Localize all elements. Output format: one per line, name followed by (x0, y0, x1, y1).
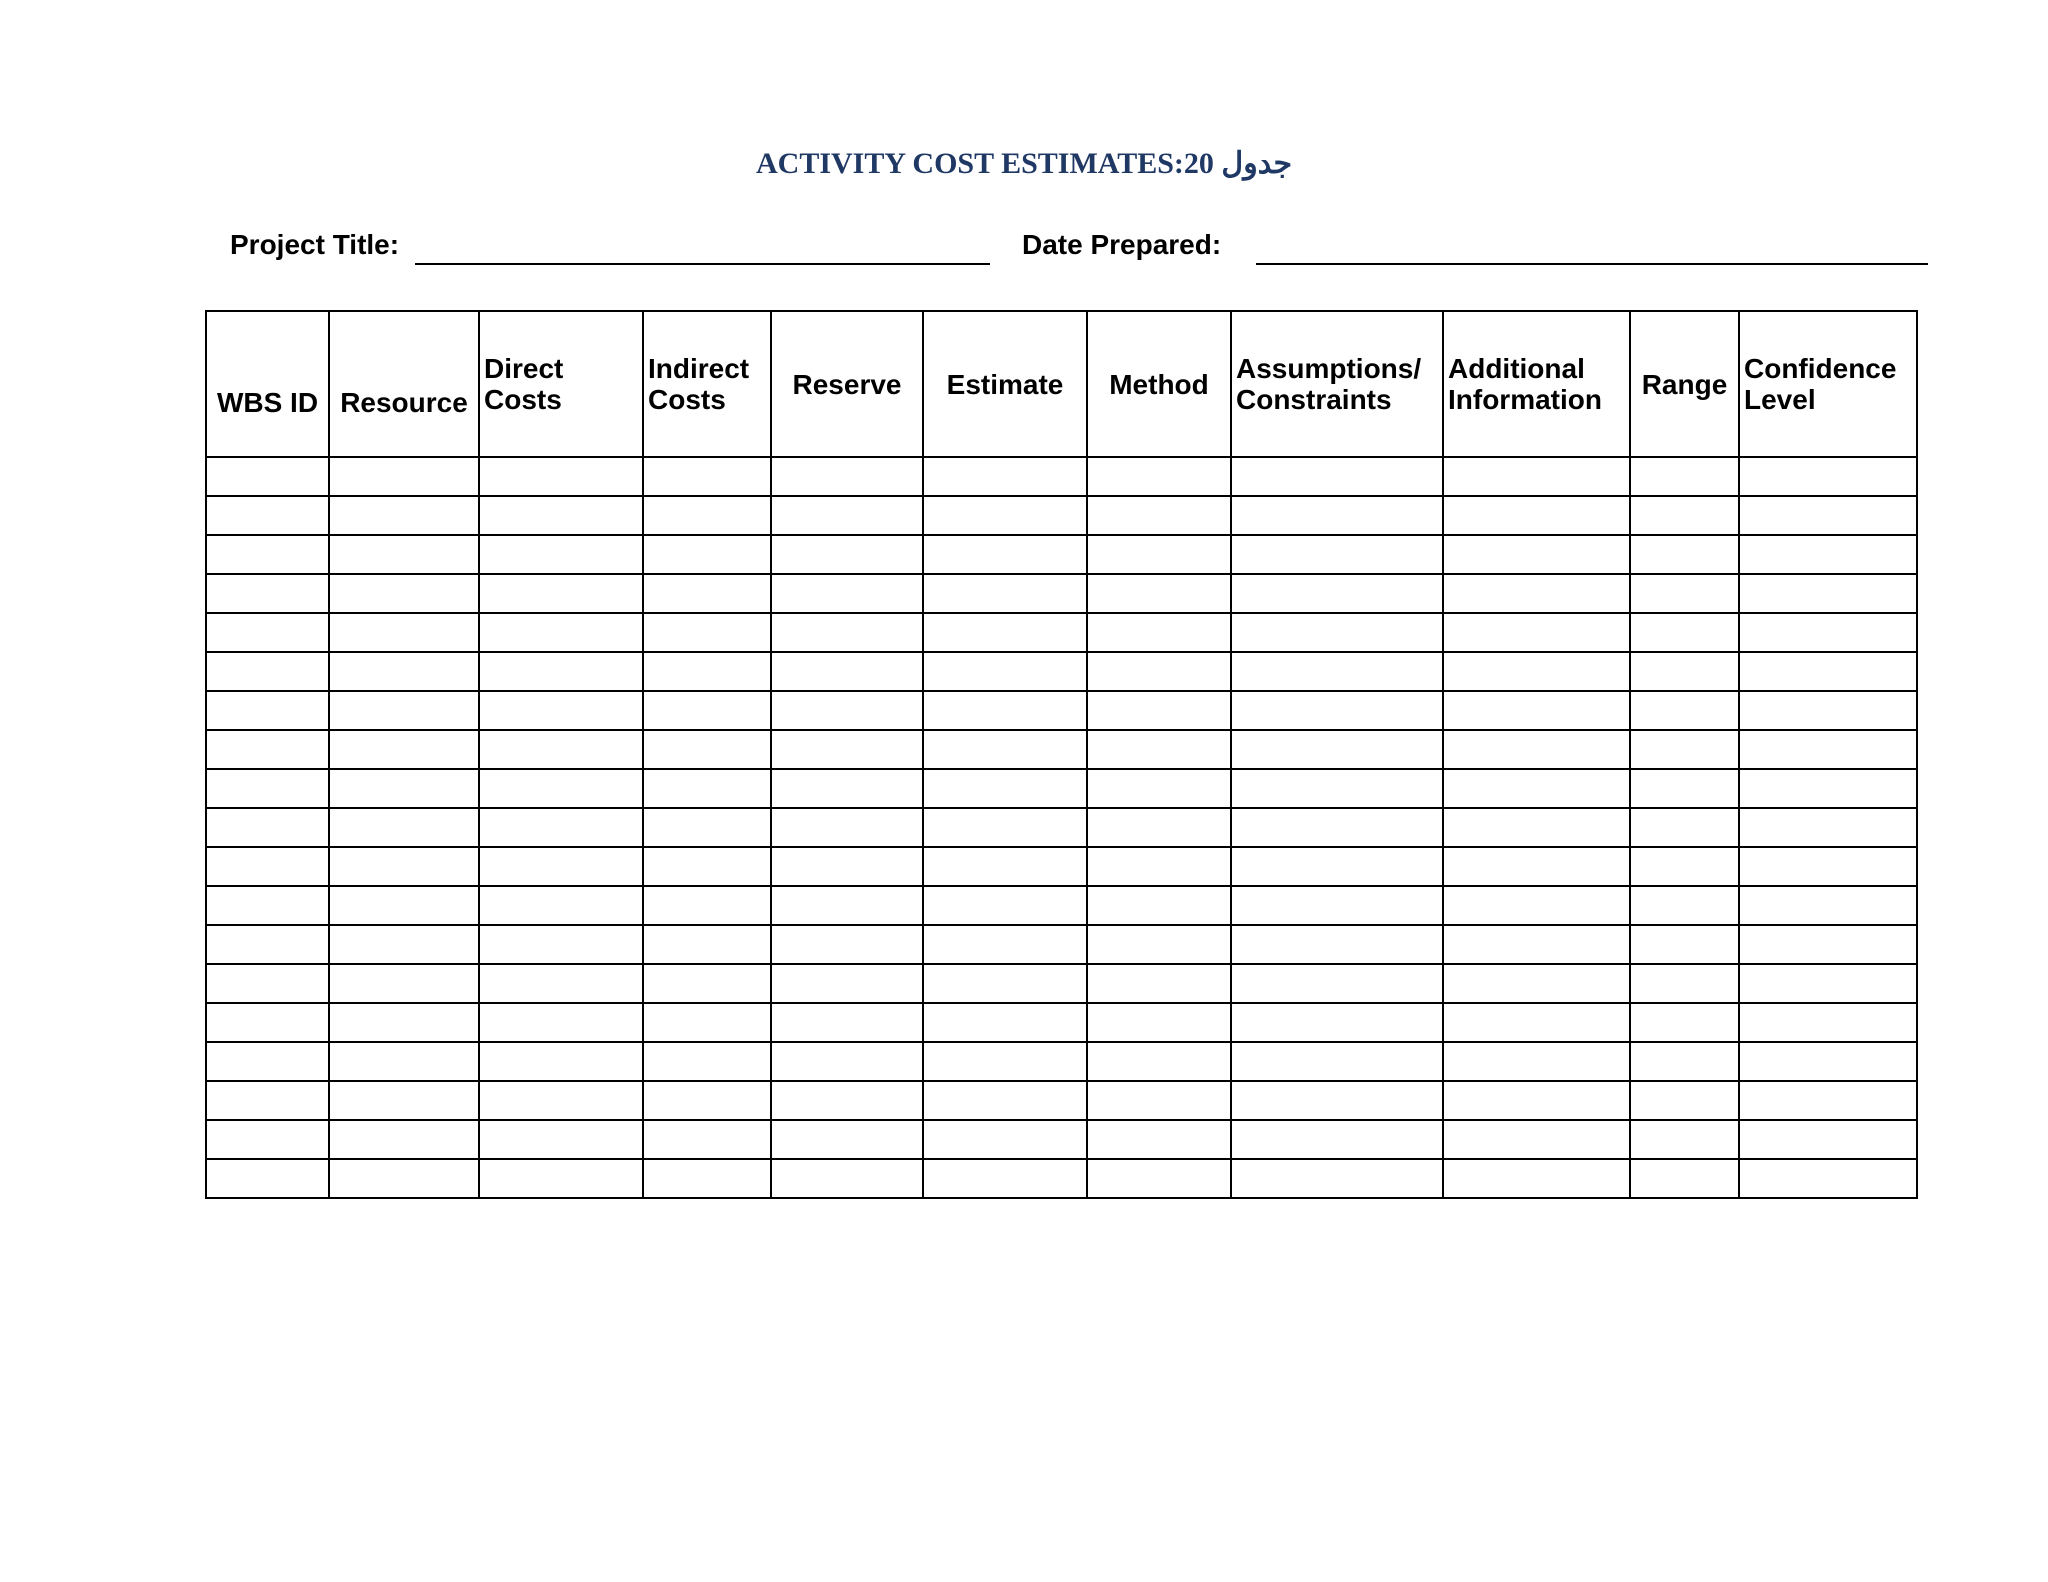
table-cell[interactable] (1231, 652, 1443, 691)
table-cell[interactable] (1630, 808, 1739, 847)
table-cell[interactable] (1739, 613, 1917, 652)
table-cell[interactable] (1739, 886, 1917, 925)
table-cell[interactable] (206, 457, 329, 496)
table-cell[interactable] (1231, 1042, 1443, 1081)
table-cell[interactable] (1630, 847, 1739, 886)
table-cell[interactable] (923, 847, 1087, 886)
table-cell[interactable] (771, 691, 923, 730)
table-cell[interactable] (771, 808, 923, 847)
table-cell[interactable] (923, 1003, 1087, 1042)
table-cell[interactable] (329, 613, 479, 652)
table-cell[interactable] (479, 886, 643, 925)
table-cell[interactable] (1630, 457, 1739, 496)
table-cell[interactable] (1231, 1120, 1443, 1159)
table-cell[interactable] (1443, 886, 1630, 925)
table-cell[interactable] (1443, 730, 1630, 769)
table-cell[interactable] (923, 691, 1087, 730)
table-cell[interactable] (1443, 1081, 1630, 1120)
table-cell[interactable] (329, 925, 479, 964)
table-cell[interactable] (1231, 574, 1443, 613)
table-cell[interactable] (1630, 1003, 1739, 1042)
table-cell[interactable] (206, 808, 329, 847)
table-cell[interactable] (643, 535, 771, 574)
table-cell[interactable] (479, 535, 643, 574)
table-cell[interactable] (479, 925, 643, 964)
table-cell[interactable] (479, 1120, 643, 1159)
table-cell[interactable] (1443, 1042, 1630, 1081)
form-header-row (0, 225, 2048, 269)
table-cell[interactable] (923, 652, 1087, 691)
table-cell[interactable] (923, 613, 1087, 652)
table-row (206, 574, 1917, 613)
table-cell[interactable] (1739, 496, 1917, 535)
table-cell[interactable] (479, 808, 643, 847)
table-cell[interactable] (1630, 1042, 1739, 1081)
page-title (0, 144, 2048, 184)
table-cell[interactable] (1443, 652, 1630, 691)
table-cell[interactable] (1231, 496, 1443, 535)
table-row (206, 1042, 1917, 1081)
table-cell[interactable] (1087, 652, 1231, 691)
table-cell[interactable] (1443, 925, 1630, 964)
table-cell[interactable] (643, 457, 771, 496)
table-row (206, 457, 1917, 496)
table-cell[interactable] (479, 1042, 643, 1081)
table-cell[interactable] (479, 769, 643, 808)
table-cell[interactable] (1630, 769, 1739, 808)
table-cell[interactable] (479, 613, 643, 652)
table-cell[interactable] (329, 496, 479, 535)
table-cell[interactable] (1739, 769, 1917, 808)
table-cell[interactable] (923, 769, 1087, 808)
table-cell[interactable] (771, 574, 923, 613)
table-cell[interactable] (771, 457, 923, 496)
table-row (206, 769, 1917, 808)
table-cell[interactable] (479, 1159, 643, 1198)
table-cell[interactable] (643, 1042, 771, 1081)
table-cell[interactable] (771, 535, 923, 574)
table-cell[interactable] (479, 457, 643, 496)
table-cell[interactable] (1739, 964, 1917, 1003)
table-cell[interactable] (643, 847, 771, 886)
table-cell[interactable] (643, 1081, 771, 1120)
table-cell[interactable] (1231, 691, 1443, 730)
table-cell[interactable] (771, 1159, 923, 1198)
table-cell[interactable] (329, 691, 479, 730)
table-cell[interactable] (329, 1003, 479, 1042)
table-cell[interactable] (923, 964, 1087, 1003)
table-cell[interactable] (1630, 535, 1739, 574)
table-cell[interactable] (206, 613, 329, 652)
table-cell[interactable] (1630, 613, 1739, 652)
table-cell[interactable] (1087, 964, 1231, 1003)
table-cell[interactable] (643, 886, 771, 925)
table-cell[interactable] (329, 1120, 479, 1159)
table-cell[interactable] (771, 1003, 923, 1042)
table-header-row (206, 311, 1917, 457)
column-header-wbs-id: WBS ID (206, 311, 329, 457)
table-row (206, 730, 1917, 769)
table-cell[interactable] (771, 730, 923, 769)
table-cell[interactable] (771, 1120, 923, 1159)
table-cell[interactable] (923, 535, 1087, 574)
table-cell[interactable] (771, 925, 923, 964)
table-cell[interactable] (1739, 535, 1917, 574)
project-title-label: Project Title: (230, 229, 400, 260)
column-header-confidence-level: Confidence Level (1739, 311, 1917, 457)
table-cell[interactable] (1443, 457, 1630, 496)
table-cell[interactable] (1630, 1081, 1739, 1120)
table-cell[interactable] (479, 652, 643, 691)
table-row (206, 691, 1917, 730)
table-cell[interactable] (1087, 769, 1231, 808)
table-cell[interactable] (1231, 457, 1443, 496)
table-cell[interactable] (206, 652, 329, 691)
table-cell[interactable] (1087, 496, 1231, 535)
table-row (206, 847, 1917, 886)
table-cell[interactable] (771, 964, 923, 1003)
table-cell[interactable] (1087, 1120, 1231, 1159)
table-cell[interactable] (771, 847, 923, 886)
table-cell[interactable] (1739, 847, 1917, 886)
table-cell[interactable] (1630, 925, 1739, 964)
date-prepared-field[interactable] (1256, 263, 1928, 265)
table-cell[interactable] (1231, 964, 1443, 1003)
table-cell[interactable] (1739, 574, 1917, 613)
table-cell[interactable] (329, 457, 479, 496)
column-header-direct-costs: Direct Costs (479, 311, 643, 457)
table-cell[interactable] (1739, 1081, 1917, 1120)
table-cell[interactable] (479, 574, 643, 613)
column-header-method: Method (1087, 311, 1231, 457)
table-cell[interactable] (206, 847, 329, 886)
table-cell[interactable] (1087, 925, 1231, 964)
table-cell[interactable] (479, 730, 643, 769)
table-cell[interactable] (329, 964, 479, 1003)
table-cell[interactable] (1630, 574, 1739, 613)
table-cell[interactable] (206, 964, 329, 1003)
table-cell[interactable] (479, 964, 643, 1003)
table-cell[interactable] (206, 1081, 329, 1120)
table-cell[interactable] (206, 1003, 329, 1042)
table-cell[interactable] (1231, 1003, 1443, 1042)
table-cell[interactable] (1443, 964, 1630, 1003)
title-english: ACTIVITY COST ESTIMATES:20 (756, 147, 1214, 180)
table-row (206, 925, 1917, 964)
table-row (206, 1120, 1917, 1159)
table-cell[interactable] (1087, 574, 1231, 613)
table-cell[interactable] (643, 574, 771, 613)
table-cell[interactable] (206, 574, 329, 613)
table-cell[interactable] (1739, 457, 1917, 496)
table-cell[interactable] (329, 730, 479, 769)
table-row (206, 496, 1917, 535)
table-cell[interactable] (206, 535, 329, 574)
table-cell[interactable] (206, 496, 329, 535)
table-cell[interactable] (1443, 1120, 1630, 1159)
table-cell[interactable] (1443, 1003, 1630, 1042)
table-cell[interactable] (1739, 1159, 1917, 1198)
table-cell[interactable] (1739, 691, 1917, 730)
table-cell[interactable] (923, 886, 1087, 925)
table-cell[interactable] (1087, 535, 1231, 574)
table-cell[interactable] (643, 613, 771, 652)
table-cell[interactable] (329, 652, 479, 691)
table-row (206, 808, 1917, 847)
table-cell[interactable] (643, 496, 771, 535)
table-cell[interactable] (1630, 652, 1739, 691)
table-cell[interactable] (329, 886, 479, 925)
table-cell[interactable] (643, 730, 771, 769)
column-header-indirect-costs: Indirect Costs (643, 311, 771, 457)
table-cell[interactable] (923, 1042, 1087, 1081)
table-cell[interactable] (643, 769, 771, 808)
table-cell[interactable] (771, 652, 923, 691)
table-cell[interactable] (923, 808, 1087, 847)
table-cell[interactable] (1087, 1003, 1231, 1042)
table-cell[interactable] (1739, 1042, 1917, 1081)
table-cell[interactable] (479, 496, 643, 535)
table-cell[interactable] (771, 769, 923, 808)
table-cell[interactable] (643, 964, 771, 1003)
table-cell[interactable] (771, 1042, 923, 1081)
table-cell[interactable] (1443, 574, 1630, 613)
table-row (206, 1081, 1917, 1120)
table-cell[interactable] (1231, 535, 1443, 574)
table-cell[interactable] (643, 652, 771, 691)
table-cell[interactable] (479, 1081, 643, 1120)
table-cell[interactable] (1231, 613, 1443, 652)
table-cell[interactable] (771, 613, 923, 652)
table-cell[interactable] (329, 535, 479, 574)
date-prepared-label: Date Prepared: (1022, 229, 1222, 260)
table-row (206, 1003, 1917, 1042)
table-cell[interactable] (1231, 808, 1443, 847)
table-cell[interactable] (643, 808, 771, 847)
table-cell[interactable] (1087, 808, 1231, 847)
table-cell[interactable] (1231, 886, 1443, 925)
table-cell[interactable] (1231, 847, 1443, 886)
table-cell[interactable] (1443, 769, 1630, 808)
table-cell[interactable] (479, 1003, 643, 1042)
table-cell[interactable] (1443, 535, 1630, 574)
table-cell[interactable] (1739, 1003, 1917, 1042)
table-cell[interactable] (329, 1159, 479, 1198)
table-cell[interactable] (1443, 1159, 1630, 1198)
table-cell[interactable] (206, 1042, 329, 1081)
table-cell[interactable] (329, 808, 479, 847)
table-cell[interactable] (1231, 1159, 1443, 1198)
table-cell[interactable] (1630, 496, 1739, 535)
table-cell[interactable] (643, 925, 771, 964)
table-cell[interactable] (923, 574, 1087, 613)
table-cell[interactable] (329, 769, 479, 808)
table-cell[interactable] (479, 847, 643, 886)
column-header-resource: Resource (329, 311, 479, 457)
column-header-estimate: Estimate (923, 311, 1087, 457)
table-cell[interactable] (206, 691, 329, 730)
column-header-additional-information: Additional Information (1443, 311, 1630, 457)
table-cell[interactable] (643, 691, 771, 730)
table-cell[interactable] (1231, 1081, 1443, 1120)
table-cell[interactable] (206, 730, 329, 769)
table-cell[interactable] (923, 730, 1087, 769)
table-cell[interactable] (1630, 1159, 1739, 1198)
table-cell[interactable] (329, 1042, 479, 1081)
table-cell[interactable] (1739, 1120, 1917, 1159)
table-cell[interactable] (206, 769, 329, 808)
column-header-range: Range (1630, 311, 1739, 457)
table-cell[interactable] (1630, 730, 1739, 769)
table-cell[interactable] (1087, 691, 1231, 730)
table-cell[interactable] (1087, 847, 1231, 886)
table-row (206, 964, 1917, 1003)
table-row (206, 535, 1917, 574)
project-title-field[interactable] (415, 263, 990, 265)
table-cell[interactable] (923, 496, 1087, 535)
table-cell[interactable] (771, 886, 923, 925)
table-cell[interactable] (1231, 769, 1443, 808)
table-cell[interactable] (643, 1159, 771, 1198)
table-cell[interactable] (1087, 730, 1231, 769)
table-cell[interactable] (1231, 730, 1443, 769)
table-cell[interactable] (1630, 964, 1739, 1003)
table-cell[interactable] (1443, 496, 1630, 535)
table-cell[interactable] (643, 1003, 771, 1042)
table-cell[interactable] (1443, 691, 1630, 730)
column-header-assumptions-constraints: Assumptions/ Constraints (1231, 311, 1443, 457)
table-cell[interactable] (923, 925, 1087, 964)
table-cell[interactable] (329, 847, 479, 886)
table-cell[interactable] (643, 1120, 771, 1159)
table-cell[interactable] (1443, 847, 1630, 886)
table-cell[interactable] (479, 691, 643, 730)
table-cell[interactable] (771, 496, 923, 535)
table-row (206, 1159, 1917, 1198)
table-cell[interactable] (1739, 808, 1917, 847)
column-header-reserve: Reserve (771, 311, 923, 457)
table-cell[interactable] (923, 457, 1087, 496)
table-cell[interactable] (923, 1081, 1087, 1120)
table-cell[interactable] (1443, 613, 1630, 652)
table-row (206, 613, 1917, 652)
table-cell[interactable] (1739, 730, 1917, 769)
table-cell[interactable] (1087, 1042, 1231, 1081)
table-cell[interactable] (206, 925, 329, 964)
table-cell[interactable] (1739, 925, 1917, 964)
table-cell[interactable] (1630, 886, 1739, 925)
table-cell[interactable] (1630, 691, 1739, 730)
table-cell[interactable] (771, 1081, 923, 1120)
table-cell[interactable] (923, 1159, 1087, 1198)
cost-estimates-table (205, 310, 1918, 1199)
table-cell[interactable] (1087, 457, 1231, 496)
table-cell[interactable] (1087, 886, 1231, 925)
table-cell[interactable] (1087, 613, 1231, 652)
table-cell[interactable] (1231, 925, 1443, 964)
table-cell[interactable] (1087, 1159, 1231, 1198)
table-row (206, 886, 1917, 925)
table-cell[interactable] (329, 574, 479, 613)
table-cell[interactable] (329, 1081, 479, 1120)
table-cell[interactable] (206, 1159, 329, 1198)
table-cell[interactable] (923, 1120, 1087, 1159)
table-cell[interactable] (1739, 652, 1917, 691)
title-arabic: جدول (1221, 147, 1292, 180)
table-row (206, 652, 1917, 691)
table-cell[interactable] (206, 886, 329, 925)
table-cell[interactable] (206, 1120, 329, 1159)
table-cell[interactable] (1630, 1120, 1739, 1159)
table-body (206, 457, 1917, 1198)
table-cell[interactable] (1087, 1081, 1231, 1120)
table-cell[interactable] (1443, 808, 1630, 847)
